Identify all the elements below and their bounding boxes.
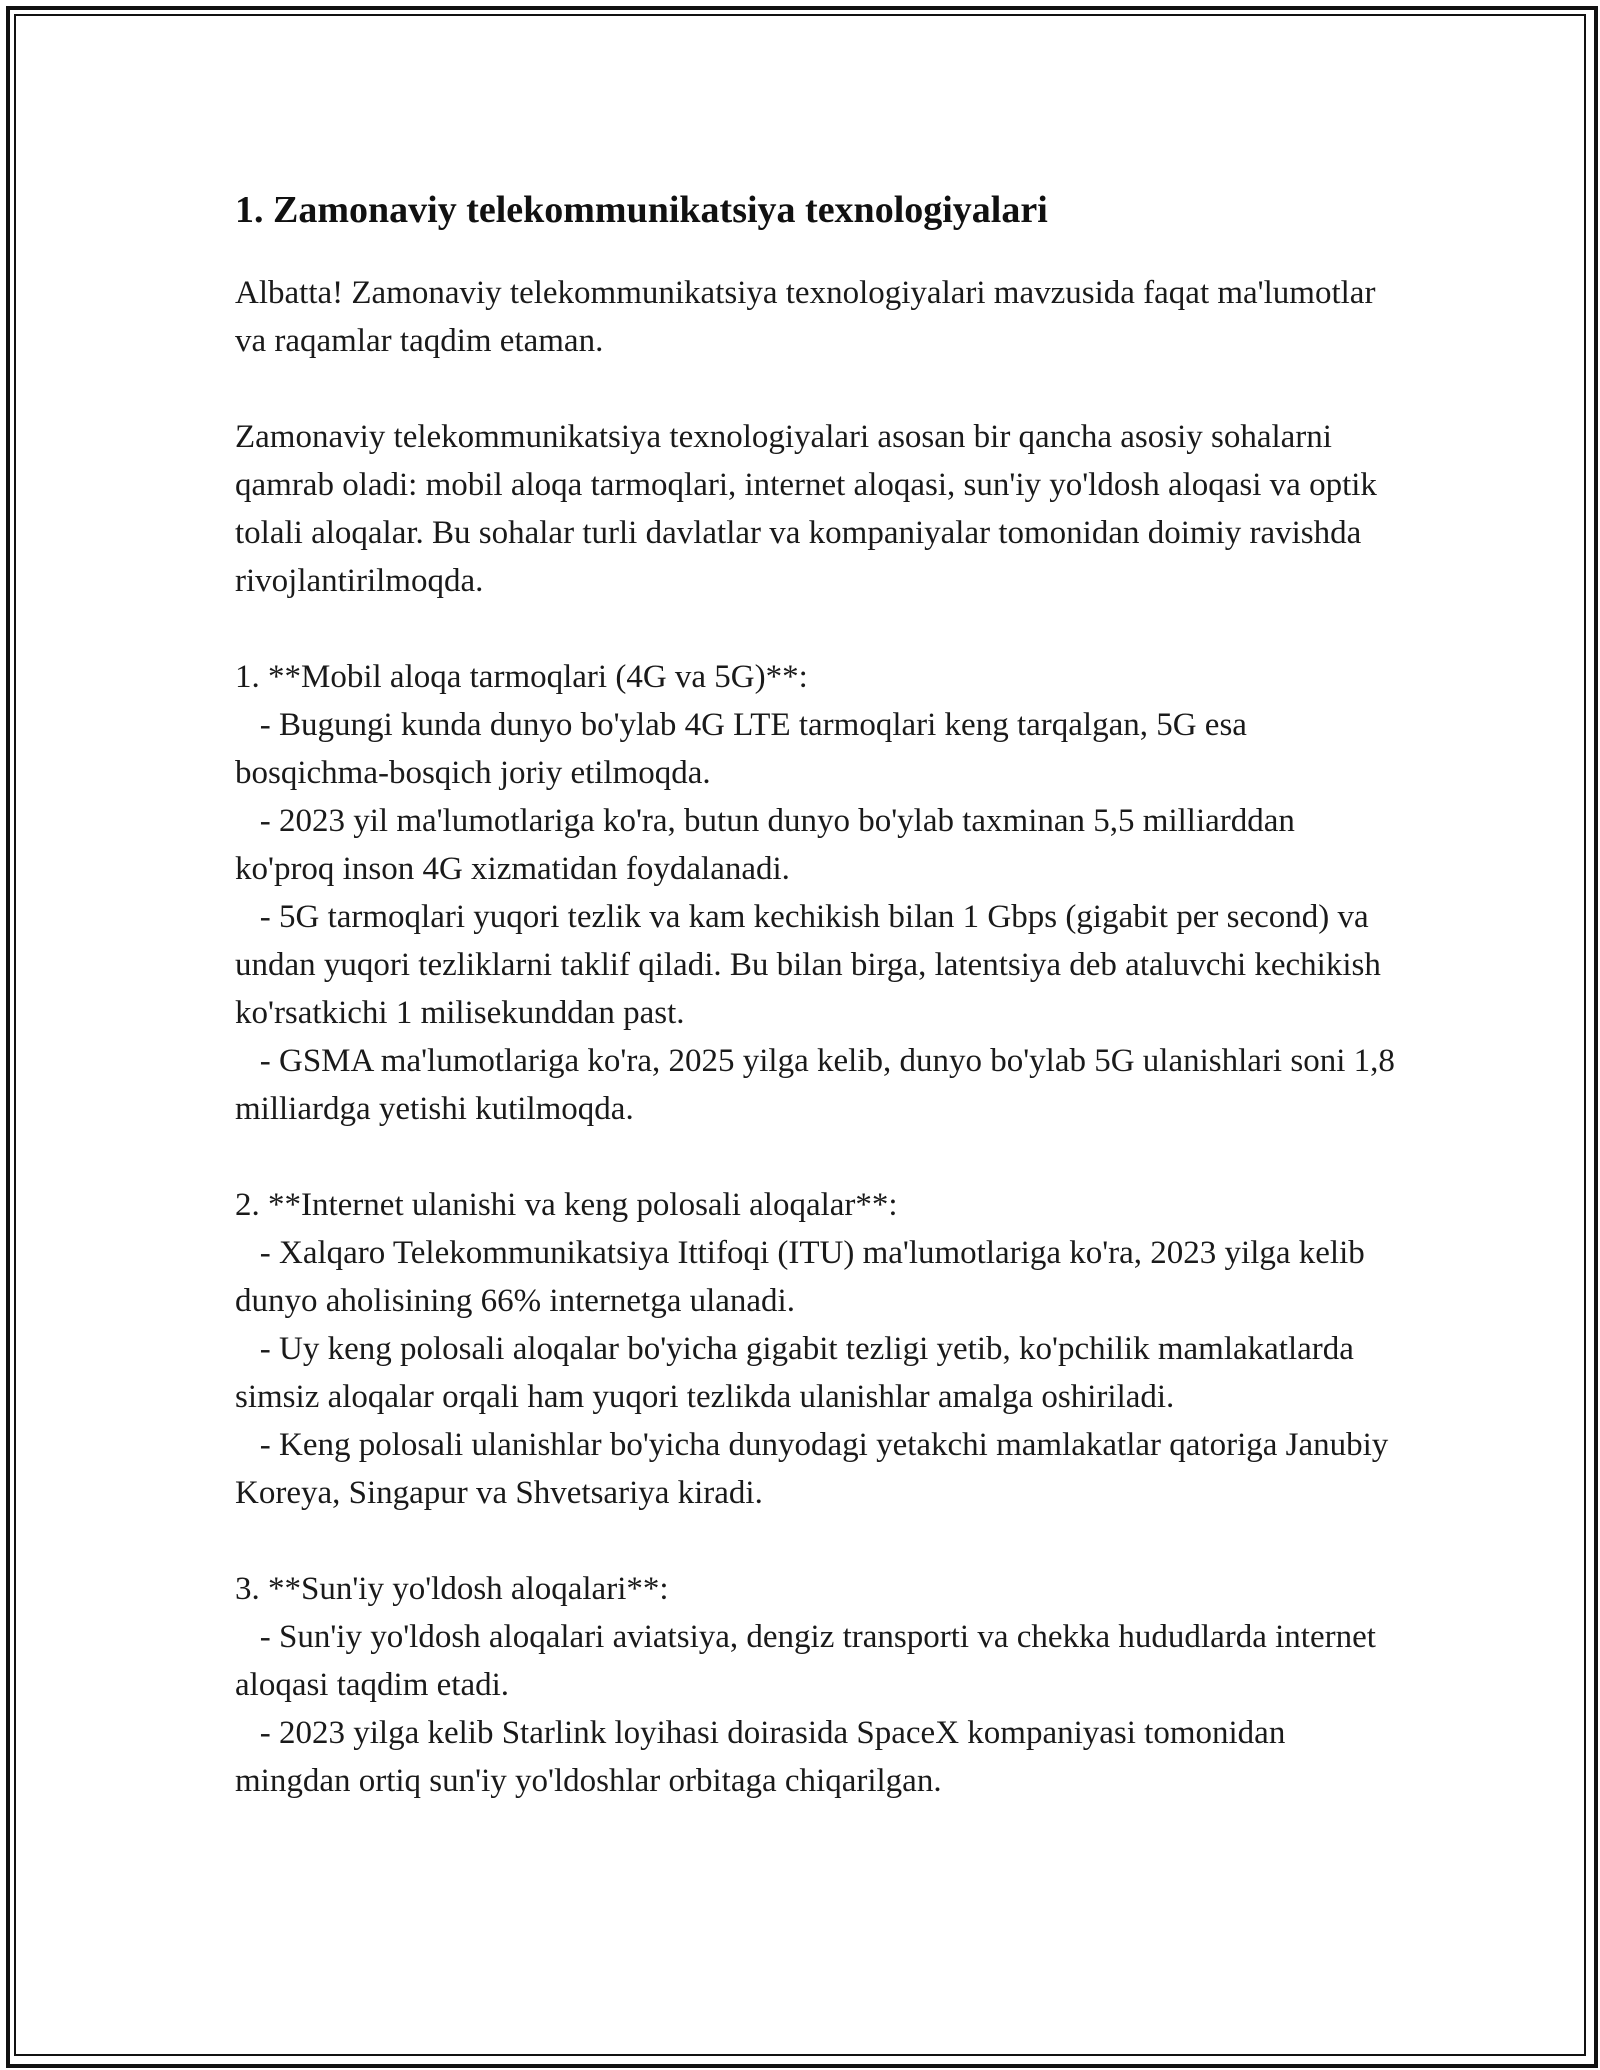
bullet-item: - Sun'iy yo'ldosh aloqalari aviatsiya, dengiz transporti va chekka hududlarda internet aloqasi taqdim etadi. [235, 1619, 1385, 1704]
section-heading: 1. **Mobil aloqa tarmoqlari (4G va 5G)**: [235, 659, 808, 696]
section-mobile-networks [235, 653, 1404, 1133]
document-title: 1. Zamonaviy telekommunikatsiya texnologiyalari [235, 189, 1048, 231]
section-satellite [235, 1565, 1395, 1805]
bullet-item: - GSMA ma'lumotlariga ko'ra, 2025 yilga kelib, dunyo bo'ylab 5G ulanishlari soni 1,8 milliardga yetishi kutilmoqda. [235, 1043, 1404, 1128]
bullet-item: - 2023 yilga kelib Starlink loyihasi doirasida SpaceX kompaniyasi tomonidan mingdan ortiq sun'iy yo'ldoshlar orbitaga chiqarilgan. [235, 1715, 1294, 1800]
bullet-item: - Xalqaro Telekommunikatsiya Ittifoqi (ITU) ma'lumotlariga ko'ra, 2023 yilga kelib dunyo aholisining 66% internetga ulanadi. [235, 1235, 1374, 1320]
overview-paragraph: Zamonaviy telekommunikatsiya texnologiyalari asosan bir qancha asosiy sohalarni qamrab oladi: mobil aloqa tarmoqlari, internet aloqasi, sun'iy yo'ldosh aloqasi va optik tolali aloqalar. Bu sohalar turli davlatlar va kompaniyalar tomonidan doimiy ravishda rivojlantirilmoqda. [235, 419, 1377, 600]
document-body [235, 186, 1404, 1853]
bullet-item: - 5G tarmoqlari yuqori tezlik va kam kechikish bilan 1 Gbps (gigabit per second) va undan yuqori tezliklarni taklif qiladi. Bu bilan birga, latentsiya deb ataluvchi kechikish ko'rsatkichi 1 milisekunddan past. [235, 899, 1390, 1032]
section-heading: 2. **Internet ulanishi va keng polosali aloqalar**: [235, 1187, 898, 1224]
bullet-item: - Uy keng polosali aloqalar bo'yicha gigabit tezligi yetib, ko'pchilik mamlakatlarda simsiz aloqalar orqali ham yuqori tezlikda ulanishlar amalga oshiriladi. [235, 1331, 1363, 1416]
section-internet-broadband [235, 1181, 1395, 1517]
intro-paragraph: Albatta! Zamonaviy telekommunikatsiya texnologiyalari mavzusida faqat ma'lumotlar va raqamlar taqdim etaman. [235, 275, 1376, 360]
section-heading: 3. **Sun'iy yo'ldosh aloqalari**: [235, 1571, 669, 1608]
bullet-item: - Keng polosali ulanishlar bo'yicha dunyodagi yetakchi mamlakatlar qatoriga Janubiy Koreya, Singapur va Shvetsariya kiradi. [235, 1427, 1397, 1512]
bullet-item: - 2023 yil ma'lumotlariga ko'ra, butun dunyo bo'ylab taxminan 5,5 milliarddan ko'proq inson 4G xizmatidan foydalanadi. [235, 803, 1304, 888]
bullet-item: - Bugungi kunda dunyo bo'ylab 4G LTE tarmoqlari keng tarqalgan, 5G esa bosqichma-bosqich joriy etilmoqda. [235, 707, 1256, 792]
